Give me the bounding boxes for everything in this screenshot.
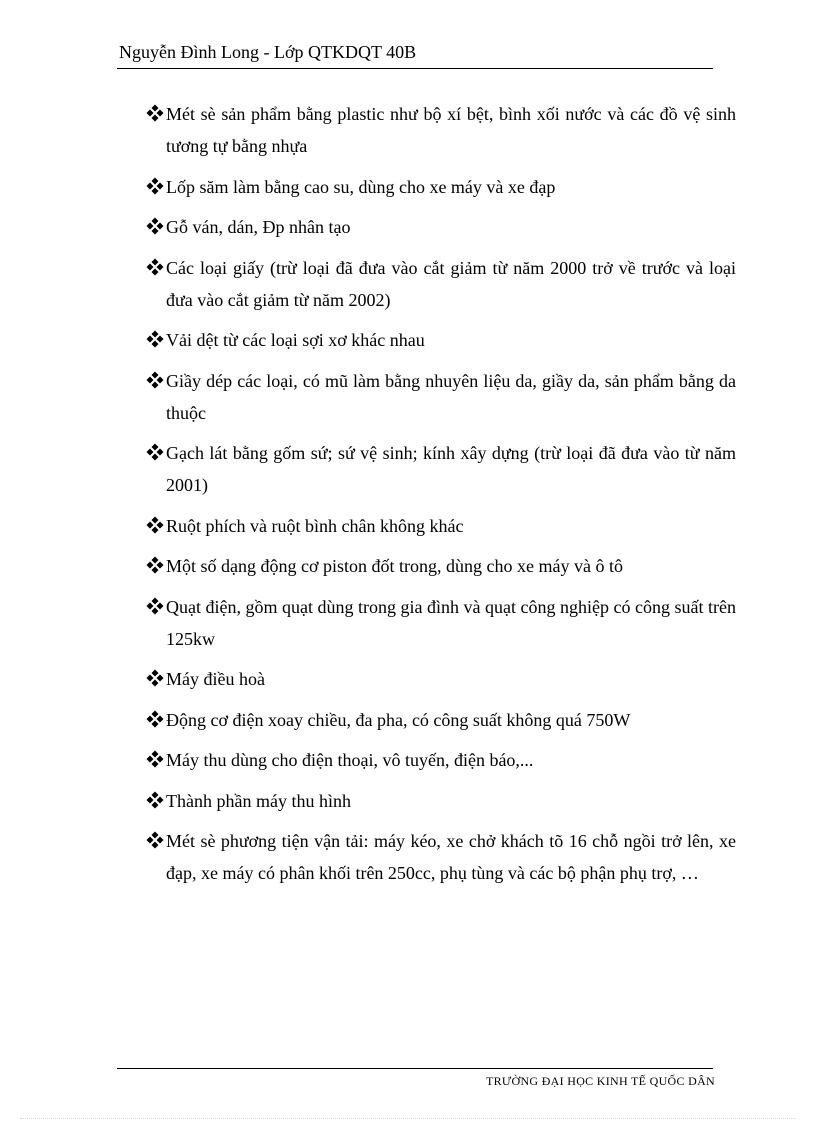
page-edge-divider [20,1118,796,1119]
four-diamond-bullet-icon [146,217,164,235]
list-item-text: Máy điều hoà [166,669,265,689]
header-title: Nguyễn Đình Long - Lớp QTKDQT 40B [119,42,417,62]
list-item-text: Giầy dép các loại, có mũ làm bằng nhuyên liệu da, giầy da, sản phẩm bằng da thuộc [166,370,736,423]
list-item [146,252,736,316]
list-item [146,704,736,736]
bullet-list [146,98,736,898]
four-diamond-bullet-icon [146,556,164,574]
four-diamond-bullet-icon [146,791,164,809]
four-diamond-bullet-icon [146,330,164,348]
list-item-text: Vải dệt từ các loại sợi xơ khác nhau [166,330,425,350]
list-item-text: Ruột phích và ruột bình chân không khác [166,515,464,536]
four-diamond-bullet-icon [146,669,164,687]
list-item-text: Gạch lát bằng gốm sứ; sứ vệ sinh; kính xây dựng (trừ loại đã đưa vào từ năm 2001) [166,443,736,495]
four-diamond-bullet-icon [146,443,164,461]
list-item-text: Các loại giấy (trừ loại đã đưa vào cắt giảm từ năm 2000 trở về trước và loại đưa vào cắt giảm từ năm 2002) [166,257,736,310]
list-item [146,510,736,542]
list-item [146,324,736,356]
four-diamond-bullet-icon [146,750,164,768]
list-item-text: Mét sè phương tiện vận tải: máy kéo, xe chở khách tõ 16 chỗ ngồi trở lên, xe đạp, xe máy có phân khối trên 250cc, phụ tùng và các bộ phận phụ trợ, … [166,831,736,883]
page-footer [117,1068,713,1093]
page-header [117,40,713,69]
list-item [146,365,736,429]
list-item-text: Mét sè sản phẩm bằng plastic như bộ xí bệt, bình xối nước và các đồ vệ sinh tương tự bằng nhựa [166,104,736,156]
four-diamond-bullet-icon [146,104,164,122]
list-item-text: Gỗ ván, dán, Đp nhân tạo [166,217,351,237]
four-diamond-bullet-icon [146,710,164,728]
list-item-text: Động cơ điện xoay chiều, đa pha, có công suất không quá 750W [166,709,631,730]
four-diamond-bullet-icon [146,258,164,276]
list-item-text: Một số dạng động cơ piston đốt trong, dùng cho xe máy và ô tô [166,556,623,576]
four-diamond-bullet-icon [146,371,164,389]
four-diamond-bullet-icon [146,597,164,615]
list-item [146,591,736,655]
list-item-text: Máy thu dùng cho điện thoại, vô tuyến, điện báo,... [166,750,534,770]
list-item [146,744,736,776]
list-item [146,663,736,695]
list-item-text: Thành phần máy thu hình [166,790,351,811]
list-item [146,171,736,203]
list-item [146,437,736,501]
list-item [146,785,736,817]
list-item [146,211,736,243]
four-diamond-bullet-icon [146,177,164,195]
footer-text: TRƯỜNG ĐẠI HỌC KINH TẾ QUỐC DÂN [485,1074,715,1088]
list-item [146,550,736,582]
list-item [146,98,736,162]
list-item [146,825,736,889]
four-diamond-bullet-icon [146,516,164,534]
four-diamond-bullet-icon [146,831,164,849]
list-item-text: Quạt điện, gồm quạt dùng trong gia đình và quạt công nghiệp có công suất trên 125kw [166,596,736,649]
list-item-text: Lốp săm làm bằng cao su, dùng cho xe máy và xe đạp [166,176,556,197]
